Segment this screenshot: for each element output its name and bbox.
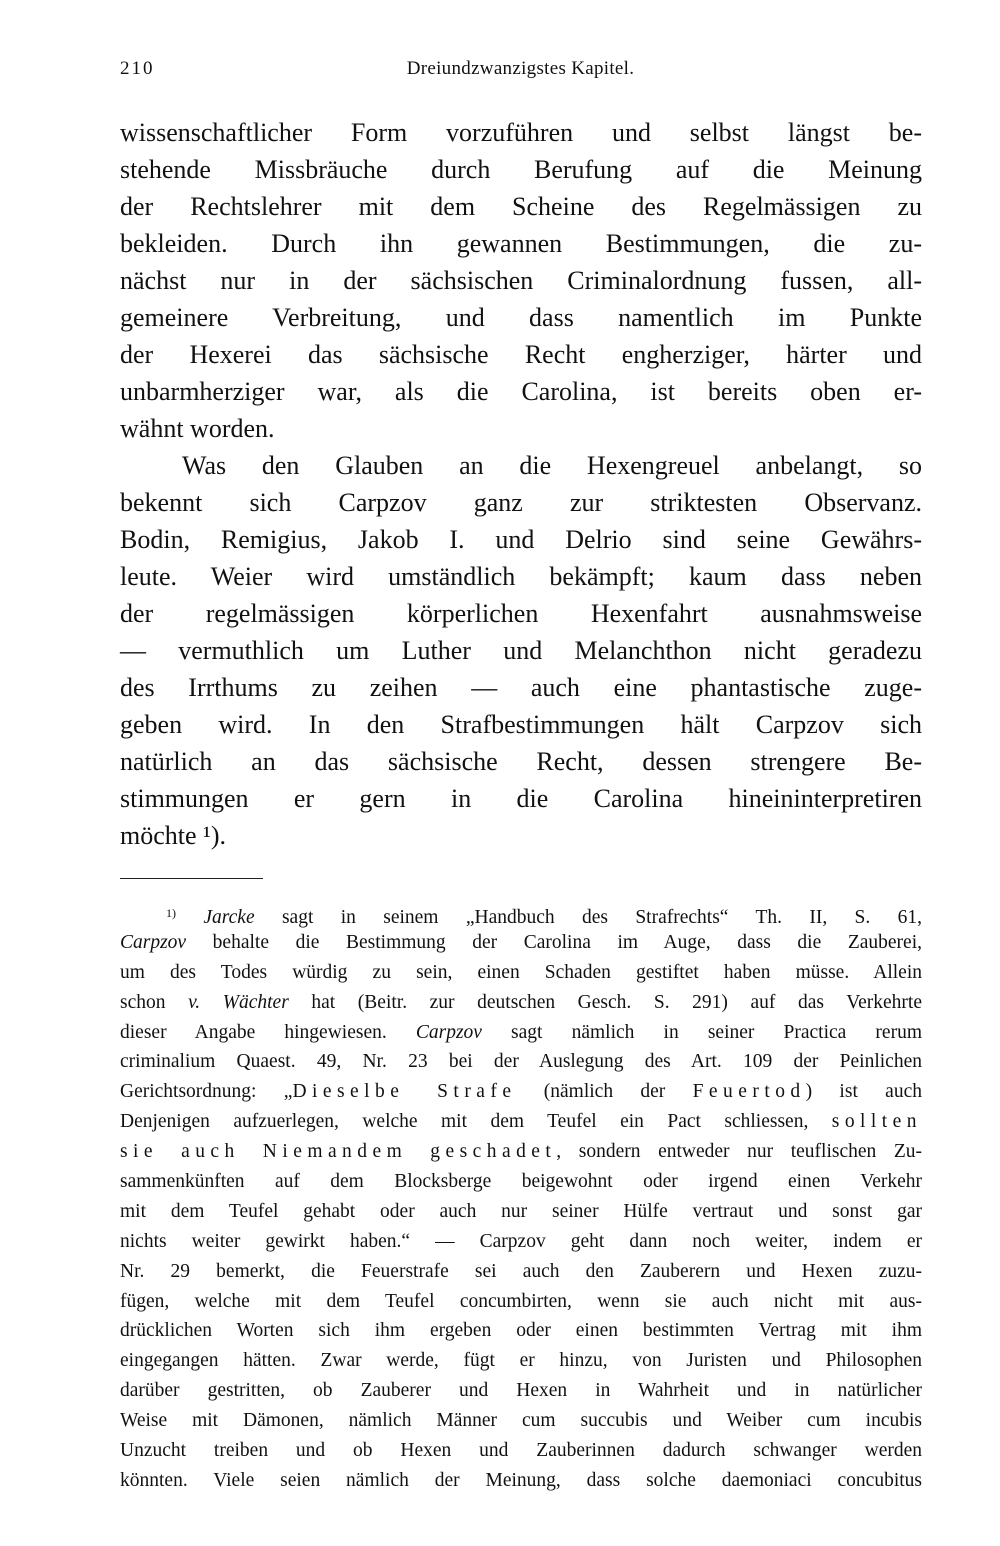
footnote-line xyxy=(120,1257,922,1287)
page-number: 210 xyxy=(120,58,155,79)
emphasis-text: Feuertod xyxy=(692,1081,806,1103)
footnote-line xyxy=(120,898,922,928)
italic-name: Carpzov xyxy=(415,1021,482,1043)
footnote-line xyxy=(120,1436,922,1466)
footnote-text: mit dem Teufel gehabt oder auch nur seiner Hülfe vertraut und sonst gar xyxy=(120,1200,922,1222)
main-text xyxy=(120,114,922,854)
text-line: wissenschaftlicher Form vorzuführen und selbst längst be- xyxy=(120,118,922,147)
footnote-text: schon xyxy=(120,991,189,1013)
footnote-text: sammenkünften auf dem Blocksberge beigewohnt oder irgend einen Verkehr xyxy=(120,1171,922,1193)
text-line: stehende Missbräuche durch Berufung auf die Meinung xyxy=(120,155,922,184)
text-line: — vermuthlich um Luther und Melanchthon nicht geradezu xyxy=(120,636,922,665)
text-line: möchte ¹). xyxy=(120,821,226,850)
footnote-text: criminalium Quaest. 49, Nr. 23 bei der Auslegung des Art. 109 der Peinlichen xyxy=(120,1051,922,1073)
footnote-line xyxy=(120,1406,922,1436)
footnote-line xyxy=(120,1047,922,1077)
footnote-line xyxy=(120,1227,922,1257)
footnote-line xyxy=(120,1197,922,1227)
footnote xyxy=(120,898,922,1496)
text-line: bekleiden. Durch ihn gewannen Bestimmungen, die zu- xyxy=(120,229,922,258)
footnote-text: Unzucht treiben und ob Hexen und Zauberinnen dadurch schwanger werden xyxy=(120,1440,922,1462)
footnote-line xyxy=(120,1376,922,1406)
footnote-text: Gerichtsordnung: „ xyxy=(120,1081,293,1103)
footnote-text: Weise mit Dämonen, nämlich Männer cum succubis und Weiber cum incubis xyxy=(120,1410,922,1432)
footnote-text: hat (Beitr. zur deutschen Gesch. S. 291) auf das Verkehrte xyxy=(288,991,922,1013)
footnote-line xyxy=(120,1077,922,1107)
running-title: Dreiundzwanzigstes Kapitel. xyxy=(406,58,635,79)
text-line: nächst nur in der sächsischen Criminalordnung fussen, all- xyxy=(120,266,922,295)
footnote-text: um des Todes würdig zu sein, einen Schaden gestiftet haben müsse. Allein xyxy=(120,961,922,983)
text-line: natürlich an das sächsische Recht, dessen strengere Be- xyxy=(120,747,922,776)
text-line: geben wird. In den Strafbestimmungen hält Carpzov sich xyxy=(120,710,922,739)
text-line: der Rechtslehrer mit dem Scheine des Regelmässigen zu xyxy=(120,192,922,221)
footnote-text: darüber gestritten, ob Zauberer und Hexen in Wahrheit und in natürlicher xyxy=(120,1380,922,1402)
text-line: gemeinere Verbreitung, und dass namentlich im Punkte xyxy=(120,303,922,332)
footnote-text: , sondern entweder nur teuflischen Zu- xyxy=(556,1141,922,1163)
footnote-text: behalte die Bestimmung der Carolina im Auge, dass die Zauberei, xyxy=(186,931,922,953)
footnote-line xyxy=(120,958,922,988)
text-line: Bodin, Remigius, Jakob I. und Delrio sind seine Gewährs- xyxy=(120,525,922,554)
footnote-line xyxy=(120,1316,922,1346)
text-line: wähnt worden. xyxy=(120,414,275,443)
footnote-line xyxy=(120,1018,922,1048)
text-line: Was den Glauben an die Hexengreuel anbelangt, so xyxy=(182,451,922,480)
text-line: leute. Weier wird umständlich bekämpft; kaum dass neben xyxy=(120,562,922,591)
footnote-line xyxy=(120,1107,922,1137)
footnote-line xyxy=(120,1466,922,1496)
italic-name: Carpzov xyxy=(120,931,187,953)
footnote-line xyxy=(120,1137,922,1167)
text-line: der regelmässigen körperlichen Hexenfahrt ausnahmsweise xyxy=(120,599,922,628)
footnote-text: (nämlich der xyxy=(516,1081,693,1103)
footnote-text: Nr. 29 bemerkt, die Feuerstrafe sei auch den Zauberern und Hexen zuzu- xyxy=(120,1260,922,1282)
italic-name: v. Wächter xyxy=(188,991,289,1013)
text-line: der Hexerei das sächsische Recht engherziger, härter und xyxy=(120,340,922,369)
footnote-text: drücklichen Worten sich ihm ergeben oder einen bestimmten Vertrag mit ihm xyxy=(120,1320,922,1342)
emphasis-text: Dieselbe Strafe xyxy=(292,1081,517,1103)
text-line: stimmungen er gern in die Carolina hineininterpretiren xyxy=(120,784,922,813)
footnote-line xyxy=(120,928,922,958)
footnote-text xyxy=(176,907,203,928)
footnote-line xyxy=(120,1346,922,1376)
text-line: unbarmherziger war, als die Carolina, ist bereits oben er- xyxy=(120,377,922,406)
footnote-line xyxy=(120,988,922,1018)
footnote-text: sagt in seinem „Handbuch des Strafrechts“ Th. II, S. 61, xyxy=(254,907,922,928)
footnote-text: könnten. Viele seien nämlich der Meinung, dass solche daemoniaci concubitus xyxy=(120,1469,922,1491)
text-line: des Irrthums zu zeihen — auch eine phantastische zuge- xyxy=(120,673,922,702)
footnote-marker: 1) xyxy=(166,906,176,920)
footnote-text: fügen, welche mit dem Teufel concumbirten, wenn sie auch nicht mit aus- xyxy=(120,1290,922,1312)
footnote-text: dieser Angabe hingewiesen. xyxy=(120,1021,416,1043)
footnote-text: sagt nämlich in seiner Practica rerum xyxy=(481,1021,922,1043)
footnote-line xyxy=(120,1167,922,1197)
emphasis-text: sie auch Niemandem geschadet xyxy=(120,1141,557,1163)
footnote-text: nichts weiter gewirkt haben.“ — Carpzov geht dann noch weiter, indem er xyxy=(120,1230,922,1252)
text-line: bekennt sich Carpzov ganz zur striktesten Observanz. xyxy=(120,488,922,517)
emphasis-text: sollten xyxy=(831,1111,922,1133)
italic-name: Jarcke xyxy=(203,907,255,928)
footnote-line xyxy=(120,1287,922,1317)
footnote-text: eingegangen hätten. Zwar werde, fügt er hinzu, von Juristen und Philosophen xyxy=(120,1350,922,1372)
footnote-text: Denjenigen aufzuerlegen, welche mit dem Teufel ein Pact schliessen, xyxy=(120,1111,832,1133)
footnote-divider xyxy=(120,878,263,879)
footnote-text: ) ist auch xyxy=(805,1081,922,1103)
